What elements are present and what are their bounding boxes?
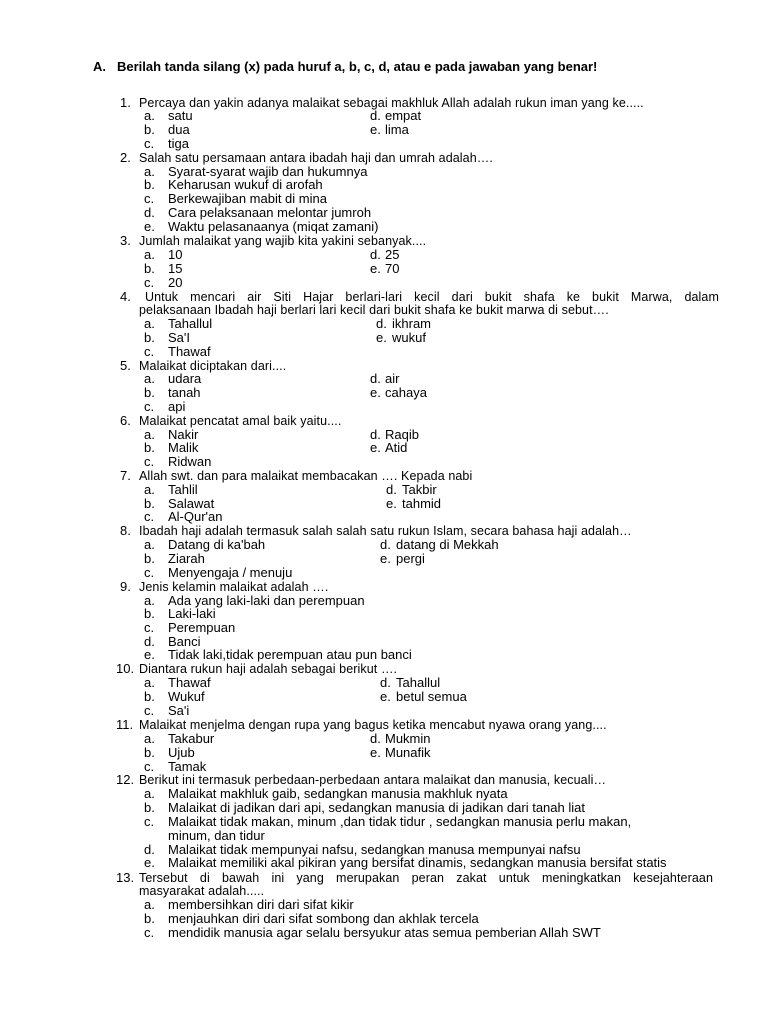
question-text: Allah swt. dan para malaikat membacakan …. Kepada nabi bbox=[139, 469, 473, 483]
option-text: datang di Mekkah bbox=[396, 537, 499, 552]
option-text: Al-Qur'an bbox=[168, 509, 223, 524]
option-text: Salawat bbox=[168, 496, 215, 511]
option-text: mendidik manusia agar selalu bersyukur atas semua pemberian Allah SWT bbox=[168, 925, 601, 940]
option-key: b. bbox=[144, 911, 155, 926]
option-text: 25 bbox=[385, 247, 400, 262]
option-text: betul semua bbox=[396, 689, 467, 704]
option-text: Malaikat tidak makan, minum ,dan tidak tidur , sedangkan manusia perlu makan, bbox=[168, 814, 632, 829]
question-text: Tersebut di bawah ini yang merupakan peran zakat untuk meningkatkan kesejahteraan bbox=[139, 871, 713, 885]
option-text: cahaya bbox=[385, 385, 427, 400]
question-text: Berikut ini termasuk perbedaan-perbedaan antara malaikat dan manusia, kecuali… bbox=[139, 773, 607, 787]
question-number: 10. bbox=[116, 661, 135, 676]
option-key: c. bbox=[144, 814, 155, 829]
option-text: satu bbox=[168, 108, 193, 123]
option-key: d. bbox=[370, 731, 381, 746]
option-text: Ridwan bbox=[168, 454, 212, 469]
option-key: c. bbox=[144, 565, 155, 580]
option-key: a. bbox=[144, 427, 155, 442]
question-number: 6. bbox=[120, 413, 131, 428]
option-key: b. bbox=[144, 330, 155, 345]
option-key: d. bbox=[144, 842, 155, 857]
option-key: a. bbox=[144, 371, 155, 386]
option-key: a. bbox=[144, 164, 155, 179]
option-key: c. bbox=[144, 620, 155, 635]
option-text: Nakir bbox=[168, 427, 199, 442]
option-key: e. bbox=[144, 219, 155, 234]
option-text: 15 bbox=[168, 261, 183, 276]
option-text: tanah bbox=[168, 385, 201, 400]
option-key: b. bbox=[144, 122, 155, 137]
option-key: c. bbox=[144, 703, 155, 718]
option-key: b. bbox=[144, 800, 155, 815]
option-text: Thawaf bbox=[168, 675, 211, 690]
question-number: 13. bbox=[116, 870, 135, 885]
option-text: Malaikat tidak mempunyai nafsu, sedangkan manusa mempunyai nafsu bbox=[168, 842, 581, 857]
option-key: c. bbox=[144, 925, 155, 940]
question-number: 1. bbox=[120, 95, 131, 110]
option-key: e. bbox=[370, 261, 381, 276]
option-text: wukuf bbox=[392, 330, 426, 345]
question-number: 2. bbox=[120, 150, 131, 165]
question-text: masyarakat adalah..... bbox=[139, 884, 265, 898]
option-text: Berkewajiban mabit di mina bbox=[168, 191, 327, 206]
option-text: ikhram bbox=[392, 316, 432, 331]
question-number: 12. bbox=[116, 772, 135, 787]
option-key: b. bbox=[144, 745, 155, 760]
section-label: A. bbox=[93, 59, 106, 74]
option-text: Cara pelaksanaan melontar jumroh bbox=[168, 205, 372, 220]
option-text: Atid bbox=[385, 440, 408, 455]
option-key: c. bbox=[144, 191, 155, 206]
option-key: e. bbox=[386, 496, 397, 511]
option-text: Ziarah bbox=[168, 551, 205, 566]
option-key: d. bbox=[370, 427, 381, 442]
option-key: b. bbox=[144, 606, 155, 621]
option-text: Waktu pelasanaanya (miqat zamani) bbox=[168, 219, 379, 234]
option-text: Malaikat makhluk gaib, sedangkan manusia makhluk nyata bbox=[168, 786, 508, 801]
option-text: membersihkan diri dari sifat kikir bbox=[168, 897, 354, 912]
option-text: Raqib bbox=[385, 427, 419, 442]
option-key: b. bbox=[144, 496, 155, 511]
option-text: Takbir bbox=[402, 482, 437, 497]
option-key: a. bbox=[144, 786, 155, 801]
option-key: d. bbox=[380, 537, 391, 552]
option-key: a. bbox=[144, 675, 155, 690]
option-text: pergi bbox=[396, 551, 425, 566]
question-text: Jumlah malaikat yang wajib kita yakini sebanyak.... bbox=[139, 234, 427, 248]
option-key: c. bbox=[144, 344, 155, 359]
section-instruction: Berilah tanda silang (x) pada huruf a, b, c, d, atau e pada jawaban yang benar! bbox=[117, 59, 598, 74]
option-key: a. bbox=[144, 593, 155, 608]
option-key: b. bbox=[144, 551, 155, 566]
option-text: Thawaf bbox=[168, 344, 211, 359]
option-text: udara bbox=[168, 371, 202, 386]
question-number: 4. bbox=[120, 289, 131, 304]
question-text: Jenis kelamin malaikat adalah …. bbox=[139, 580, 329, 594]
option-text: api bbox=[168, 399, 186, 414]
option-key: b. bbox=[144, 177, 155, 192]
option-text: Tahlil bbox=[168, 482, 198, 497]
option-text: Wukuf bbox=[168, 689, 205, 704]
option-key: b. bbox=[144, 385, 155, 400]
question-text: Untuk mencari air Siti Hajar berlari-lari kecil dari bukit shafa ke bukit Marwa, dalam bbox=[145, 290, 719, 304]
option-key: e. bbox=[370, 122, 381, 137]
question-text: Ibadah haji adalah termasuk salah salah satu rukun Islam, secara bahasa haji adalah… bbox=[139, 524, 632, 538]
question-number: 7. bbox=[120, 468, 131, 483]
option-key: c. bbox=[144, 399, 155, 414]
option-text: lima bbox=[385, 122, 409, 137]
question-text: Malaikat pencatat amal baik yaitu.... bbox=[139, 414, 342, 428]
question-text: Malaikat diciptakan dari.... bbox=[139, 359, 287, 373]
option-text: menjauhkan diri dari sifat sombong dan akhlak tercela bbox=[168, 911, 479, 926]
option-key: d. bbox=[386, 482, 397, 497]
question-text: Salah satu persamaan antara ibadah haji dan umrah adalah…. bbox=[139, 151, 493, 165]
option-key: c. bbox=[144, 759, 155, 774]
option-key: a. bbox=[144, 731, 155, 746]
option-text: air bbox=[385, 371, 400, 386]
question-number: 9. bbox=[120, 579, 131, 594]
option-text: Malik bbox=[168, 440, 199, 455]
option-text: Ada yang laki-laki dan perempuan bbox=[168, 593, 365, 608]
option-text: tahmid bbox=[402, 496, 442, 511]
question-number: 3. bbox=[120, 233, 131, 248]
option-text: 10 bbox=[168, 247, 183, 262]
option-text: Syarat-syarat wajib dan hukumnya bbox=[168, 164, 368, 179]
option-text: minum, dan tidur bbox=[168, 828, 265, 843]
option-text: 70 bbox=[385, 261, 400, 276]
option-text: Munafik bbox=[385, 745, 431, 760]
option-key: d. bbox=[370, 247, 381, 262]
option-key: e. bbox=[370, 385, 381, 400]
option-key: c. bbox=[144, 136, 155, 151]
option-text: Menyengaja / menuju bbox=[168, 565, 293, 580]
option-text: Mukmin bbox=[385, 731, 431, 746]
option-key: d. bbox=[370, 371, 381, 386]
option-key: d. bbox=[376, 316, 387, 331]
option-key: c. bbox=[144, 454, 155, 469]
question-text: pelaksanaan Ibadah haji berlari lari kecil dari bukit shafa ke bukit marwa di sebut…. bbox=[139, 303, 609, 317]
question-number: 8. bbox=[120, 523, 131, 538]
option-key: b. bbox=[144, 261, 155, 276]
option-key: a. bbox=[144, 537, 155, 552]
option-key: e. bbox=[380, 551, 391, 566]
option-text: Takabur bbox=[168, 731, 215, 746]
option-key: e. bbox=[376, 330, 387, 345]
option-text: 20 bbox=[168, 275, 183, 290]
option-text: Ujub bbox=[168, 745, 195, 760]
option-key: a. bbox=[144, 316, 155, 331]
option-key: a. bbox=[144, 247, 155, 262]
option-text: Sa'I bbox=[168, 330, 190, 345]
option-key: e. bbox=[144, 647, 155, 662]
option-text: Tahallul bbox=[168, 316, 213, 331]
option-text: Datang di ka'bah bbox=[168, 537, 266, 552]
question-text: Percaya dan yakin adanya malaikat sebagai makhluk Allah adalah rukun iman yang ke..... bbox=[139, 96, 644, 110]
question-number: 5. bbox=[120, 358, 131, 373]
question-text: Diantara rukun haji adalah sebagai berikut …. bbox=[139, 662, 398, 676]
option-key: e. bbox=[380, 689, 391, 704]
option-text: tiga bbox=[168, 136, 189, 151]
option-text: Perempuan bbox=[168, 620, 236, 635]
option-text: Malaikat di jadikan dari api, sedangkan manusia di jadikan dari tanah liat bbox=[168, 800, 585, 815]
option-key: c. bbox=[144, 509, 155, 524]
option-key: d. bbox=[144, 205, 155, 220]
option-key: a. bbox=[144, 108, 155, 123]
option-text: Laki-laki bbox=[168, 606, 216, 621]
option-key: a. bbox=[144, 897, 155, 912]
option-key: b. bbox=[144, 440, 155, 455]
option-text: dua bbox=[168, 122, 190, 137]
option-text: Tamak bbox=[168, 759, 207, 774]
question-text: Malaikat menjelma dengan rupa yang bagus ketika mencabut nyawa orang yang.... bbox=[139, 718, 607, 732]
question-number: 11. bbox=[116, 717, 134, 732]
option-text: empat bbox=[385, 108, 422, 123]
option-text: Malaikat memiliki akal pikiran yang bersifat dinamis, sedangkan manusia bersifat statis bbox=[168, 855, 667, 870]
option-key: e. bbox=[370, 440, 381, 455]
option-key: d. bbox=[144, 634, 155, 649]
option-key: a. bbox=[144, 482, 155, 497]
option-key: e. bbox=[370, 745, 381, 760]
option-text: Banci bbox=[168, 634, 201, 649]
option-key: d. bbox=[370, 108, 381, 123]
option-text: Sa'i bbox=[168, 703, 190, 718]
option-key: c. bbox=[144, 275, 155, 290]
option-key: b. bbox=[144, 689, 155, 704]
option-key: d. bbox=[380, 675, 391, 690]
option-key: e. bbox=[144, 855, 155, 870]
option-text: Keharusan wukuf di arofah bbox=[168, 177, 323, 192]
option-text: Tahallul bbox=[396, 675, 441, 690]
option-text: Tidak laki,tidak perempuan atau pun banci bbox=[168, 647, 412, 662]
